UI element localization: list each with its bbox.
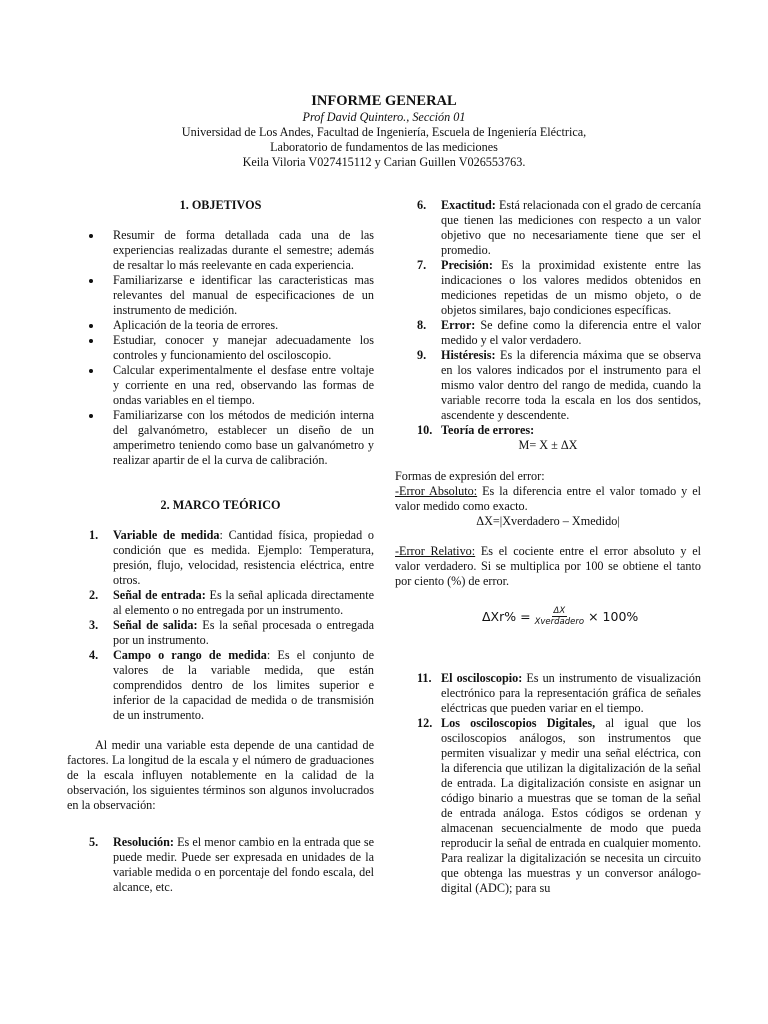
objetivos-heading: 1. OBJETIVOS <box>179 198 262 212</box>
item-text: : Cantidad física, propiedad o condición que es medida. Ejemplo: Temperatura, presión, flujo, velocidad, resistencia eléctrica, entre otros. <box>113 528 374 587</box>
item-number: 6. <box>417 198 427 212</box>
objetivos-list <box>67 228 374 468</box>
item-text: Está relacionada con el grado de cercanía que tienen las mediciones con respecto a un valor objetivo que no necesariamente tiene que ser el promedio. <box>441 198 701 257</box>
list-item <box>67 648 374 723</box>
list-item: Estudiar, conocer y manejar adecuadamente los controles y funcionamiento del osciloscopio. <box>67 333 374 363</box>
error-relativo-text: Es el cociente entre el error absoluto y el valor verdadero. Si se multiplica por 100 se obtiene el tanto por ciento (%) de error. <box>395 544 702 588</box>
item-text: Es la señal procesada o entregada por un instrumento. <box>113 618 374 647</box>
list-item <box>395 258 701 318</box>
formula-lhs: ΔXr% = <box>482 608 531 624</box>
error-relativo-formula <box>482 601 701 631</box>
item-number: 8. <box>417 318 427 332</box>
error-relativo-label: -Error Relativo: <box>395 544 476 558</box>
list-item <box>395 716 701 896</box>
formula-rhs: × 100% <box>588 608 639 624</box>
error-relativo-paragraph <box>395 544 701 589</box>
paper-title: INFORME GENERAL <box>311 93 457 109</box>
item-text: : Es el conjunto de valores de la variable medida, que están comprendidos dentro de los limites superior e inferior de la capacidad de medida o de transmisión de un instrumento. <box>113 648 374 722</box>
item-term: Histéresis: <box>441 348 496 362</box>
item-term: Variable de medida <box>113 528 220 542</box>
item-number: 1. <box>89 528 99 542</box>
terms-list <box>395 198 701 438</box>
item-text: Es la señal aplicada directamente al elemento o no entregada por un instrumento. <box>113 588 374 617</box>
list-item <box>395 348 701 423</box>
formula-denominator: Xverdadero <box>534 616 585 627</box>
list-item <box>67 835 374 895</box>
error-absoluto-formula: ΔX=|Xverdadero – Xmedido| <box>476 514 620 528</box>
author-line: Prof David Quintero., Sección 01 <box>302 110 466 124</box>
item-text: Es la proximidad existente entre las indicaciones o los valores medidos obtenidos en mediciones repetidas de un mismo objeto, o de objetos similares, bajo condiciones específicas. <box>441 258 701 317</box>
list-item <box>395 671 701 716</box>
list-item: Resumir de forma detallada cada una de las experiencias realizadas durante el semestre; además de resaltar lo más reelevante en cada experiencia. <box>67 228 374 273</box>
item-term: Los osciloscopios Digitales, <box>441 716 596 730</box>
list-item <box>395 423 701 438</box>
item-text: Es el menor cambio en la entrada que se puede medir. Puede ser expresada en unidades de la variable medida o en porcentaje del fondo escala, del alcance, etc. <box>113 835 374 894</box>
item-term: Error: <box>441 318 476 332</box>
item-term: Resolución: <box>113 835 174 849</box>
item-term: Precisión: <box>441 258 493 272</box>
error-absoluto-label: -Error Absoluto: <box>395 484 478 498</box>
list-item <box>67 528 374 588</box>
item-text: Se define como la diferencia entre el valor medido y el valor verdadero. <box>441 318 701 347</box>
item-text: al igual que los osciloscopios análogos, son instrumentos que permiten visualizar y medir una señal eléctrica, con la diferencia que utilizan la digitalización de la señal de entrada. La digitalización consiste en asignar un código binario a muestras que se toman de la señal de entrada análoga. Estos códigos se ordenan y almacenan secuencialmente de modo que pueda reproducir la señal de entrada en cualquier momento. Para realizar la digitalización se necesita un circuito que obtenga las muestras y un conversor análogo-digital (ADC); para su <box>441 716 702 895</box>
item-term: Señal de entrada: <box>113 588 206 602</box>
item-term: El osciloscopio: <box>441 671 523 685</box>
item-number: 11. <box>417 671 432 685</box>
lab-line: Laboratorio de fundamentos de las mediciones <box>270 140 498 154</box>
list-item: Familiarizarse e identificar las caracteristicas mas relevantes del manual de especificaciones de un instrumento de medición. <box>67 273 374 318</box>
left-column <box>67 198 374 895</box>
item-number: 3. <box>89 618 99 632</box>
list-item <box>67 588 374 618</box>
error-absoluto-paragraph <box>395 484 701 514</box>
teoria-formula: M= X ± ΔX <box>518 438 578 452</box>
item-term: Exactitud: <box>441 198 496 212</box>
list-item <box>67 618 374 648</box>
item-number: 7. <box>417 258 427 272</box>
affiliation-line: Universidad de Los Andes, Facultad de Ingeniería, Escuela de Ingeniería Eléctrica, <box>181 125 587 139</box>
item-number: 10. <box>417 423 433 437</box>
marco-heading: 2. MARCO TEÓRICO <box>160 498 281 512</box>
list-item <box>395 318 701 348</box>
observacion-list <box>67 835 374 895</box>
item-term: Teoría de errores: <box>441 423 535 437</box>
item-number: 2. <box>89 588 99 602</box>
item-term: Señal de salida: <box>113 618 198 632</box>
list-item: Aplicación de la teoria de errores. <box>67 318 374 333</box>
right-column <box>395 198 701 896</box>
list-item: Familiarizarse con los métodos de medición interna del galvanómetro, establecer un diseño de un amperimetro teniendo como base un galvanómetro y realizar apartir de el la curva de calibración. <box>67 408 374 468</box>
item-number: 12. <box>417 716 433 730</box>
list-item <box>395 198 701 258</box>
item-text: Es la diferencia máxima que se observa en los valores indicados por el instrumento para el mismo valor dentro del rango de medida, cuando la variable recorre toda la escala en los dos sentidos, ascendente y descendente. <box>441 348 701 422</box>
item-number: 9. <box>417 348 427 362</box>
error-absoluto-text: Es la diferencia entre el valor tomado y el valor medido como exacto. <box>395 484 701 513</box>
item-text: Es un instrumento de visualización electrónico para la representación gráfica de señales eléctricas que pueden variar en el tiempo. <box>441 671 701 715</box>
students-line: Keila Viloria V027415112 y Carian Guillen V026553763. <box>242 155 526 169</box>
formas-text: Formas de expresión del error: <box>395 469 545 483</box>
list-item: Calcular experimentalmente el desfase entre voltaje y corriente en una red, observando las formas de ondas variables en el tiempo. <box>67 363 374 408</box>
item-number: 5. <box>89 835 99 849</box>
item-number: 4. <box>89 648 99 662</box>
item-term: Campo o rango de medida <box>113 648 267 662</box>
marco-list <box>67 528 374 723</box>
formula-numerator: ΔX <box>553 605 566 616</box>
formula-fraction <box>535 606 585 627</box>
body-paragraph: Al medir una variable esta depende de una cantidad de factores. La longitud de la escala y el número de graduaciones de la escala influyen notablemente en la calidad de la observación, los siguientes términos son algunos involucrados en la observación: <box>67 738 374 812</box>
oscilloscope-list <box>395 671 701 896</box>
